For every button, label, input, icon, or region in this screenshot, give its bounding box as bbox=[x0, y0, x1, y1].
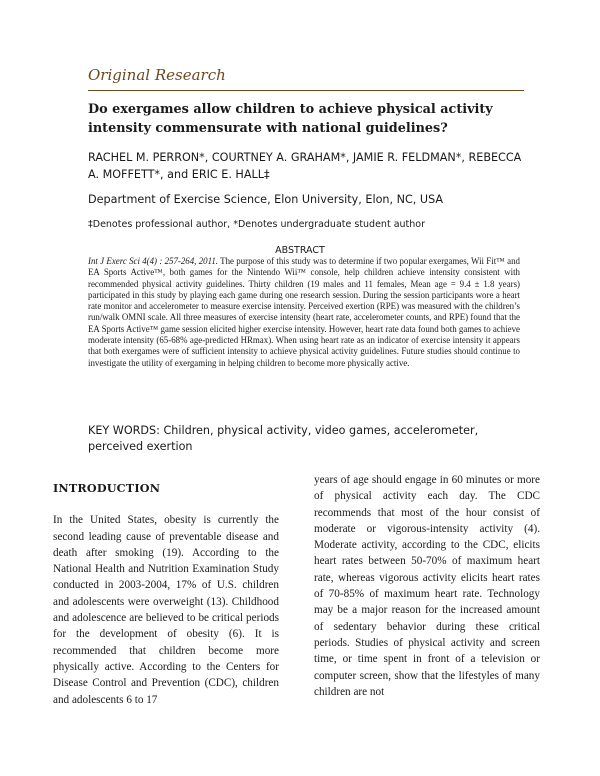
intro-paragraph-left: In the United States, obesity is currently the second leading cause of preventable disease and death after smoking (19). According to the National Health and Nutrition Examination Study conducted in 2003-2004, 17% of U.S. children and adolescents were overweight (13). Childhood and adolescence are believed to be critical periods for the development of obesity (6). It is recommended that children become more physically active. According to the Centers for Disease Control and Prevention (CDC), children and adolescents 6 to 17 bbox=[53, 514, 279, 706]
introduction-heading: INTRODUCTION bbox=[53, 481, 161, 495]
author-footnote: ‡Denotes professional author, *Denotes undergraduate student author bbox=[88, 219, 426, 230]
author-list: RACHEL M. PERRON*, COURTNEY A. GRAHAM*, JAMIE R. FELDMAN*, REBECCA A. MOFFETT*, and ERIC E. HALL‡ bbox=[88, 151, 522, 181]
keywords: KEY WORDS: Children, physical activity, video games, accelerometer, perceived exertion bbox=[88, 424, 479, 453]
abstract-text: The purpose of this study was to determine if two popular exergames, Wii Fit™ and EA Sports Active™, both games for the Nintendo Wii™ console, help children achieve intensity consistent with recommended physical activity guidelines. Thirty children (19 males and 11 females, Mean age = 9.4 ± 1.8 years) participated in this study by playing each game during one research session. During the session participants wore a heart rate monitor and accelerometer to measure exercise intensity. Perceived exertion (RPE) was measured with the children’s run/walk OMNI scale. All three measures of exercise intensity (heart rate, accelerometer counts, and RPE) found that the EA Sports Active™ game session elicited higher exercise intensity. However, heart rate data found both games to achieve moderate intensity (65-68% age-predicted HRmax). When using heart rate as an indicator of exercise intensity it appears that both exergames were of sufficient intensity to achieve physical activity guidelines. Future studies should continue to investigate the utility of exergaming in helping children to become more physically active. bbox=[88, 256, 520, 368]
article-title: Do exergames allow children to achieve physical activity intensity commensurate with national guidelines? bbox=[88, 102, 493, 136]
left-column bbox=[53, 472, 279, 708]
abstract-body bbox=[88, 256, 520, 369]
abstract-citation: Int J Exerc Sci 4(4) : 257-264, 2011. bbox=[88, 256, 218, 266]
right-column bbox=[314, 472, 540, 700]
intro-paragraph-right: years of age should engage in 60 minutes or more of physical activity each day. The CDC recommends that most of the hour consist of moderate or vigorous-intensity activity (4). Moderate activity, according to the CDC, elicits heart rates between 50-70% of maximum heart rate, whereas vigorous activity elicits heart rates of 70-85% of maximum heart rate. Technology may be a major reason for the increased amount of sedentary behavior during these critical periods. Studies of physical activity and screen time, or time spent in front of a television or computer screen, show that the lifestyles of many children are not bbox=[314, 474, 540, 698]
header-rule bbox=[88, 90, 524, 91]
abstract-heading: ABSTRACT bbox=[275, 245, 325, 256]
affiliation: Department of Exercise Science, Elon University, Elon, NC, USA bbox=[88, 193, 444, 206]
section-label: Original Research bbox=[88, 66, 226, 84]
